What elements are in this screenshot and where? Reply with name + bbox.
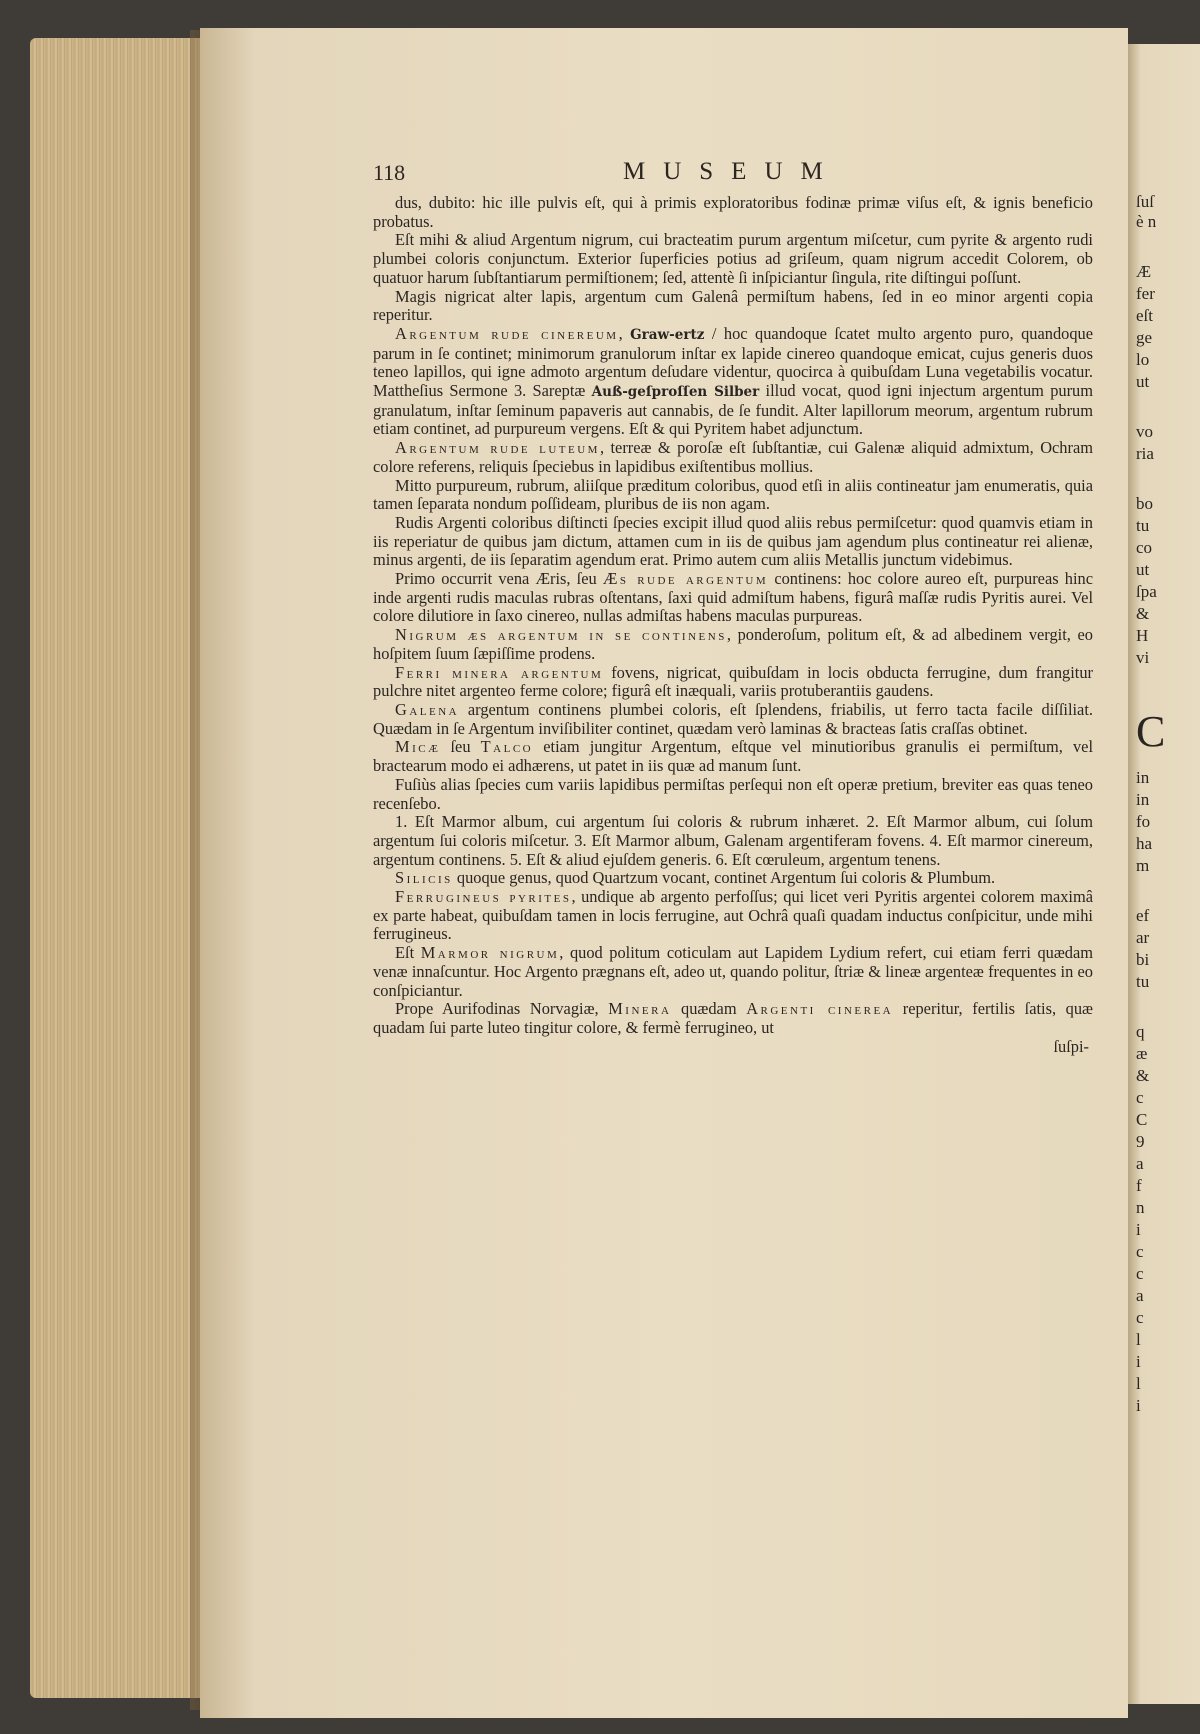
facing-page-text: co (1136, 538, 1153, 557)
small-caps-term: Silicis (395, 868, 453, 888)
facing-page-text: in (1136, 790, 1150, 809)
facing-page-fragment (1128, 44, 1200, 1704)
text-run: continens: hoc colore aureo eſt, purpureas hinc inde argenti rudis maculas rubras oſtentans, ſaxi quid admiſtum habens, figurâ maſſæ rudis Pyritis aurei. Vel colore dilutiore in ſaxo cinereo, nullas admiſtas habens maculas purpureas. (373, 569, 1093, 626)
paragraph (373, 325, 1093, 439)
text-run: , (618, 323, 631, 343)
paragraph (373, 888, 1093, 944)
facing-page-text: ria (1136, 444, 1154, 463)
small-caps-term: Ferri minera argentum (395, 662, 604, 682)
facing-page-text: ge (1136, 328, 1153, 347)
page-number: 118 (373, 160, 406, 185)
paragraph (373, 194, 1093, 231)
paragraph (373, 477, 1093, 514)
small-caps-term: Argentum rude luteum (395, 438, 600, 458)
text-run: fovens, nigricat, quibuſdam in locis obducta ferrugine, dum frangitur pulchre nitet argenteo ferme colore; figurâ eſt inæquali, variis protuberantiis gaudens. (373, 662, 1093, 701)
text-run: , undique ab argento perfoſſus; qui licet veri Pyritis argentei colorem maximâ ex parte habeat, quibuſdam tamen in locis ferrugine, aut Ochrâ quaſi quadam inductus conſpicitur, unde mihi ferrugineus. (373, 887, 1093, 944)
text-run: 1. Eſt Marmor album, cui argentum ſui coloris & rubrum inhæret. 2. Eſt Marmor album, cui ſolum argentum ſui coloris miſcetur. 3. Eſt Marmor album, Galenam argentiferam fovens. 4. Eſt marmor cinereum, argentum continens. 5. Eſt & aliud ejuſdem generis. 6. Eſt cœruleum, argentum tenens. (373, 812, 1093, 869)
text-run: Magis nigricat alter lapis, argentum cum Galenâ permiſtum habens, ſed in eo minor argenti copia reperitur. (373, 286, 1093, 325)
page-block-edge (30, 38, 208, 1698)
paragraph (373, 514, 1093, 570)
text-run: , terreæ & poroſæ eſt ſubſtantiæ, cui Galenæ aliquid admixtum, Ochram colore referens, reliquis ſpeciebus in lapidibus exiſtentibus mollius. (373, 438, 1093, 476)
facing-page-text: C (1136, 1110, 1148, 1129)
paragraph (373, 738, 1093, 775)
facing-page-text: f (1136, 1176, 1142, 1195)
small-caps-term: Talco (480, 737, 534, 757)
facing-page-text: & (1136, 604, 1150, 623)
text-run: / hoc quandoque ſcatet multo argento puro, quandoque parum in ſe continet; minimorum granulorum inſtar ex lapide cinereo quandoque emicat, cujus generis duos teneo lapillos, qui igne admoto argentum deſudare videntur, quocirca à quibuſdam Luna vegetabilis vocatur. Mattheſius Sermone 3. Sareptæ (373, 323, 1093, 401)
paragraph (373, 944, 1093, 1000)
facing-page-text: fer (1136, 284, 1155, 303)
paragraph (373, 439, 1093, 476)
small-caps-term: Minera (608, 999, 672, 1019)
text-run: quoque genus, quod Quartzum vocant, continet Argentum ſui coloris & Plumbum. (452, 868, 996, 888)
small-caps-term: Nigrum æs argentum in se continens (395, 625, 727, 645)
text-run: , quod politum coticulam aut Lapidem Lydium refert, cui etiam ferri quædam venæ innaſcuntur. Hoc Argento prægnans eſt, adeo ut, quando politur, ſtriæ & lineæ argenteæ frequentes in eo conſpiciantur. (373, 943, 1093, 1000)
facing-page-text: l (1136, 1374, 1141, 1393)
text-run: Fuſiùs alias ſpecies cum variis lapidibus permiſtas perſequi non eſt operæ pretium, breviter eas quas teneo recenſebo. (373, 774, 1093, 813)
small-caps-term: Marmor nigrum (420, 943, 560, 963)
facing-page-text: Æ (1136, 262, 1152, 281)
facing-page-text: tu (1136, 972, 1150, 991)
facing-page-text: 9 (1136, 1132, 1145, 1151)
text-run: Prope Aurifodinas Norvagiæ, (395, 999, 609, 1019)
facing-page-text: ut (1136, 372, 1150, 391)
text-run: Eſt mihi & aliud Argentum nigrum, cui bracteatim purum argentum miſcetur, cum pyrite & argento rudi plumbei coloris conjunctum. Exterior ſuperficies potius ad griſeum, quam nigrum accedit Colorem, ob quatuor harum ſubſtantiarum permiſtionem; ſed, attentè ſi inſpiciantur ſingula, rite diſtingui poſſunt. (373, 230, 1093, 287)
facing-page-text: a (1136, 1154, 1144, 1173)
blackletter-term: Auß-geſproſſen Silber (591, 384, 760, 401)
text-run: Mitto purpureum, rubrum, aliiſque præditum coloribus, quod etſi in aliis contineatur jam enumeratis, quia tamen ſeparata nondum poſſideam, pluribus de iis non agam. (373, 475, 1093, 514)
paragraph (373, 664, 1093, 701)
facing-page-text: C (1136, 707, 1166, 756)
facing-page-text: c (1136, 1264, 1144, 1283)
text-run: reperitur, fertilis ſatis, quæ quadam ſui parte luteo tingitur colore, & fermè ferrugineo, ut (373, 999, 1093, 1037)
facing-page-text: l (1136, 1330, 1141, 1349)
text-run: , ponderoſum, politum eſt, & ad albedinem vergit, eo hoſpitem ſuum ſæpiſſime prodens. (373, 625, 1093, 663)
text-run: etiam jungitur Argentum, eſtque vel minutioribus granulis ei permiſtum, vel bractearum modo ei adhærens, ut patet in iis quæ ad manum ſunt. (373, 737, 1093, 776)
small-caps-term: Galena (395, 699, 460, 719)
facing-page-text: eſt (1136, 306, 1153, 325)
facing-page-text: i (1136, 1396, 1141, 1415)
facing-page-text: bo (1136, 494, 1153, 513)
text-run: illud vocat, quod igni injectum argentum purum granulatum, inſtar ſeminum papaveris aut cannabis, de ſe fundit. Alter lapillorum meorum, argentum rubrum etiam continet, ad purpureum vergens. Eſt & qui Pyritem habet adjunctum. (373, 381, 1093, 439)
facing-page-text: vi (1136, 648, 1150, 667)
facing-page-text: fo (1136, 812, 1151, 831)
facing-page-text: æ (1136, 1044, 1148, 1063)
facing-page-text: q (1136, 1022, 1145, 1041)
facing-page-text: c (1136, 1088, 1144, 1107)
paragraph (373, 776, 1093, 813)
facing-page-text: ef (1136, 906, 1150, 925)
small-caps-term: Ferrugineus pyrites (395, 887, 572, 907)
text-run: Eſt (395, 943, 421, 963)
text-run: argentum continens plumbei coloris, eſt ſplendens, friabilis, ut ferro tacta facile diſſiliat. Quædam in ſe Argentum inviſibiliter continet, quædam verò laminas & bracteas ſatis craſſas obtinet. (373, 699, 1093, 738)
facing-page-text: bi (1136, 950, 1150, 969)
facing-page-text: & (1136, 1066, 1150, 1085)
text-run: quædam (671, 999, 747, 1019)
paragraph (373, 1000, 1093, 1037)
small-caps-term: Micæ (395, 737, 441, 757)
facing-page-text: n (1136, 1198, 1145, 1217)
paragraph (373, 231, 1093, 287)
facing-page-text: c (1136, 1308, 1144, 1327)
facing-page-text: in (1136, 768, 1150, 787)
running-title: MUSEUM (623, 158, 841, 185)
facing-page-text: ha (1136, 834, 1153, 853)
facing-page-text: è n (1136, 212, 1157, 231)
facing-page-text: a (1136, 1286, 1144, 1305)
blackletter-term: Graw-ertz (630, 326, 705, 343)
facing-page-text: lo (1136, 350, 1150, 369)
paragraph (373, 869, 1093, 888)
small-caps-term: Argenti cinerea (746, 999, 894, 1019)
text-run: Rudis Argenti coloribus diſtincti ſpecies excipit illud quod aliis rebus permiſcetur: quod quamvis etiam in iis reperiatur de quibus jam dictum, attamen cum in iis de quibus jam agendum plus contineatur rei alienæ, minus argenti, de iis ſeparatim agendum erat. Primo autem cum aliis Metallis junctum videbimus. (373, 512, 1093, 570)
facing-page-text: c (1136, 1242, 1144, 1261)
facing-page-text: ſpa (1136, 582, 1157, 601)
facing-page-text: i (1136, 1220, 1141, 1239)
paragraph (373, 570, 1093, 626)
page-header (373, 160, 1093, 186)
catchword: ſuſpi- (1053, 1036, 1089, 1056)
paragraph (373, 813, 1093, 869)
facing-page-text: i (1136, 1352, 1141, 1371)
paragraph (373, 288, 1093, 325)
small-caps-term: Argentum rude cinereum (395, 323, 619, 343)
small-caps-term: Æs rude argentum (602, 569, 769, 589)
paragraph (373, 626, 1093, 663)
facing-page-text: vo (1136, 422, 1153, 441)
text-run: dus, dubito: hic ille pulvis eſt, qui à primis exploratoribus fodinæ primæ viſus eſt, & ignis beneficio probatus. (373, 193, 1093, 231)
facing-page-text: tu (1136, 516, 1150, 535)
text-run: Primo occurrit vena Æris, ſeu (395, 569, 603, 589)
facing-page-text: ut (1136, 560, 1150, 579)
body-text (373, 194, 1093, 1056)
facing-page-text: ſuſ (1136, 192, 1154, 211)
facing-page-text: m (1136, 856, 1150, 875)
text-run: ſeu (440, 737, 481, 757)
facing-page-text: ar (1136, 928, 1150, 947)
facing-page-text: H (1136, 626, 1149, 645)
paragraph (373, 701, 1093, 738)
